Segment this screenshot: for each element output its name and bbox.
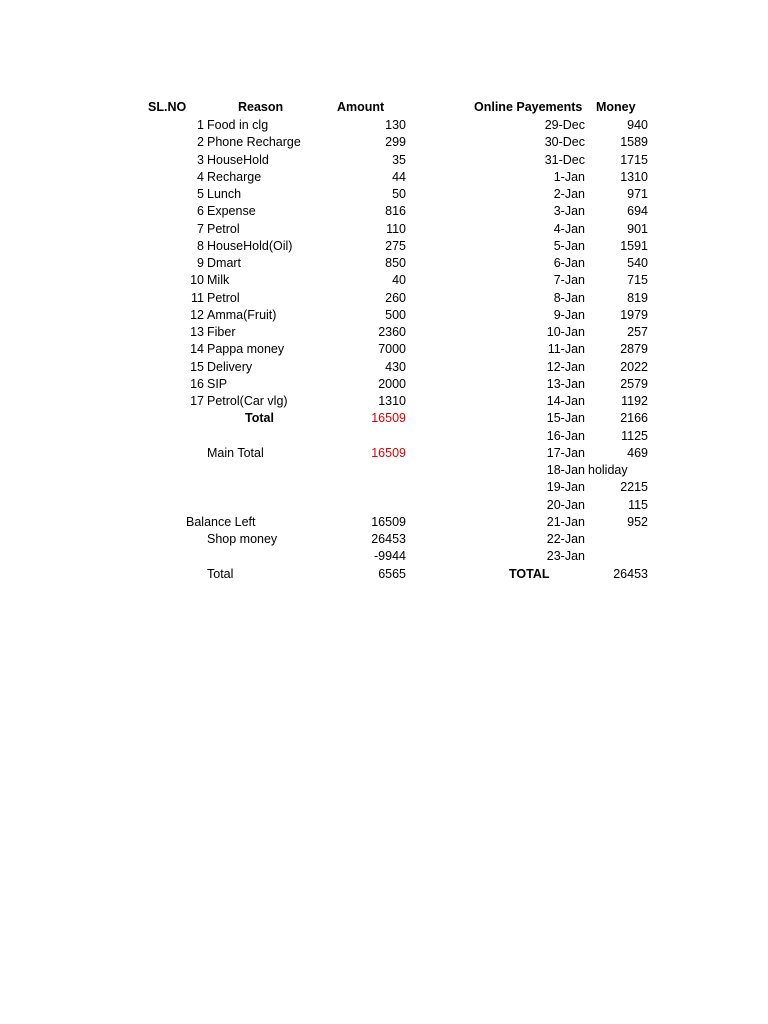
payment-money: 469 [627, 445, 648, 460]
expense-sl-no: 5 [197, 187, 204, 201]
expense-amount: 260 [385, 290, 406, 305]
payment-money: 2215 [620, 480, 648, 495]
header-online-payments: Online Payements [474, 100, 583, 114]
expense-reason: Petrol(Car vlg) [207, 394, 288, 408]
expense-sl-no: 1 [197, 118, 204, 132]
payment-money: 971 [627, 187, 648, 201]
payment-date: 30-Dec [544, 135, 585, 150]
expense-reason: HouseHold [207, 152, 269, 167]
total-value: 16509 [371, 411, 406, 425]
expense-reason: Fiber [207, 325, 236, 339]
payment-money: 1192 [621, 394, 648, 408]
header-sl-no: SL.NO [148, 100, 187, 114]
expense-sl-no: 13 [190, 325, 204, 339]
expense-reason: Recharge [207, 169, 262, 184]
expense-sl-no: 11 [191, 290, 204, 305]
payment-date: 10-Jan [546, 325, 585, 339]
header-amount: Amount [337, 100, 385, 114]
expense-sl-no: 17 [190, 394, 204, 408]
expense-sl-no: 10 [190, 273, 204, 288]
expense-amount: 35 [392, 152, 406, 167]
payment-money: 115 [628, 497, 648, 512]
expense-amount: 850 [385, 256, 406, 270]
expense-sl-no: 7 [197, 221, 204, 236]
expense-reason: Food in clg [207, 118, 269, 132]
shop-money-label: Shop money [207, 532, 278, 546]
total-label: Total [245, 411, 274, 425]
expense-reason: Milk [207, 273, 230, 288]
payment-date: 11-Jan [547, 342, 585, 357]
expense-reason: Expense [207, 204, 256, 219]
payment-money: 952 [627, 514, 648, 529]
expense-amount: 2000 [378, 376, 406, 391]
payment-money [588, 548, 648, 565]
payment-date: 3-Jan [553, 204, 585, 219]
expense-sl-no: 9 [197, 256, 204, 270]
expense-amount: 40 [392, 273, 406, 288]
payment-date: 5-Jan [553, 238, 585, 253]
payment-date: 20-Jan [546, 497, 585, 512]
expense-amount: 110 [386, 221, 406, 236]
difference-value: -9944 [374, 549, 406, 563]
expense-amount: 130 [385, 118, 406, 132]
payment-date: 16-Jan [546, 428, 585, 443]
payment-money: 1125 [621, 428, 648, 443]
expense-amount: 7000 [378, 342, 406, 357]
payment-money: 819 [627, 290, 648, 305]
main-total-label: Main Total [207, 446, 264, 460]
expense-reason: HouseHold(Oil) [207, 238, 293, 253]
payment-money: 2022 [620, 359, 648, 374]
expense-amount: 430 [385, 359, 406, 374]
expense-amount: 44 [392, 169, 406, 184]
payment-date: 19-Jan [546, 480, 585, 495]
payment-money: 2879 [620, 342, 648, 357]
main-total-value: 16509 [371, 446, 406, 460]
expense-amount: 2360 [378, 325, 406, 339]
payment-money: 1979 [620, 307, 648, 322]
expense-reason: Phone Recharge [207, 135, 301, 150]
expense-reason: SIP [207, 376, 228, 391]
payment-date: 13-Jan [546, 376, 585, 391]
expense-sl-no: 4 [197, 169, 204, 184]
payments-total-value: 26453 [613, 567, 648, 581]
payment-money: 2579 [620, 376, 648, 391]
payment-money: 901 [627, 221, 648, 236]
balance-left-value: 16509 [371, 515, 406, 529]
payment-date: 31-Dec [544, 152, 585, 167]
shop-money-value: 26453 [371, 532, 406, 546]
expense-sl-no: 8 [197, 238, 204, 253]
payment-date: 17-Jan [546, 445, 585, 460]
payment-money: holiday [588, 463, 628, 477]
expense-reason: Delivery [207, 359, 253, 374]
expense-reason: Amma(Fruit) [207, 307, 277, 322]
payment-date: 22-Jan [546, 532, 585, 546]
payment-money: 1715 [620, 152, 648, 167]
expense-reason: Dmart [207, 256, 242, 270]
expense-sl-no: 16 [190, 376, 204, 391]
expense-amount: 816 [385, 204, 406, 219]
expense-amount: 500 [385, 307, 406, 322]
expense-amount: 299 [385, 135, 406, 150]
payment-money [588, 531, 648, 548]
expense-reason: Lunch [207, 187, 242, 201]
header-reason: Reason [238, 100, 284, 114]
expense-reason: Pappa money [207, 342, 285, 357]
payment-date: 7-Jan [553, 273, 585, 288]
payment-date: 2-Jan [553, 187, 585, 201]
payment-money: 694 [627, 204, 648, 219]
expense-reason: Petrol [207, 290, 240, 305]
expense-reason: Petrol [207, 221, 240, 236]
payment-date: 14-Jan [546, 394, 585, 408]
payment-date: 21-Jan [546, 514, 585, 529]
expense-sl-no: 15 [190, 359, 204, 374]
expense-amount: 275 [385, 238, 406, 253]
payment-date: 8-Jan [553, 290, 585, 305]
expense-sl-no: 3 [197, 152, 204, 167]
payment-date: 18-Jan [546, 463, 585, 477]
expense-amount: 1310 [378, 394, 406, 408]
payment-date: 9-Jan [553, 307, 585, 322]
payments-total-label: TOTAL [509, 567, 550, 581]
header-money: Money [596, 100, 636, 114]
payment-date: 15-Jan [546, 411, 585, 426]
payment-money: 715 [627, 273, 648, 288]
payment-money: 940 [627, 118, 648, 132]
payment-money: 1589 [620, 135, 648, 150]
payment-date: 6-Jan [553, 256, 585, 270]
payment-money: 2166 [620, 411, 648, 426]
payment-money: 1310 [620, 169, 648, 184]
final-total-label: Total [207, 567, 234, 581]
payment-date: 1-Jan [553, 169, 585, 184]
payment-date: 12-Jan [546, 359, 585, 374]
payment-date: 29-Dec [544, 118, 585, 132]
final-total-value: 6565 [378, 567, 406, 581]
payment-date: 23-Jan [546, 549, 585, 564]
expense-sl-no: 12 [190, 307, 204, 322]
payment-money: 257 [627, 325, 648, 339]
expense-sl-no: 14 [190, 342, 204, 357]
balance-left-label: Balance Left [186, 515, 256, 529]
expense-sl-no: 6 [197, 204, 204, 219]
expense-amount: 50 [392, 187, 406, 201]
payment-money: 540 [627, 256, 648, 270]
payment-date: 4-Jan [553, 221, 585, 236]
expense-sl-no: 2 [197, 135, 204, 150]
payment-money: 1591 [620, 238, 648, 253]
